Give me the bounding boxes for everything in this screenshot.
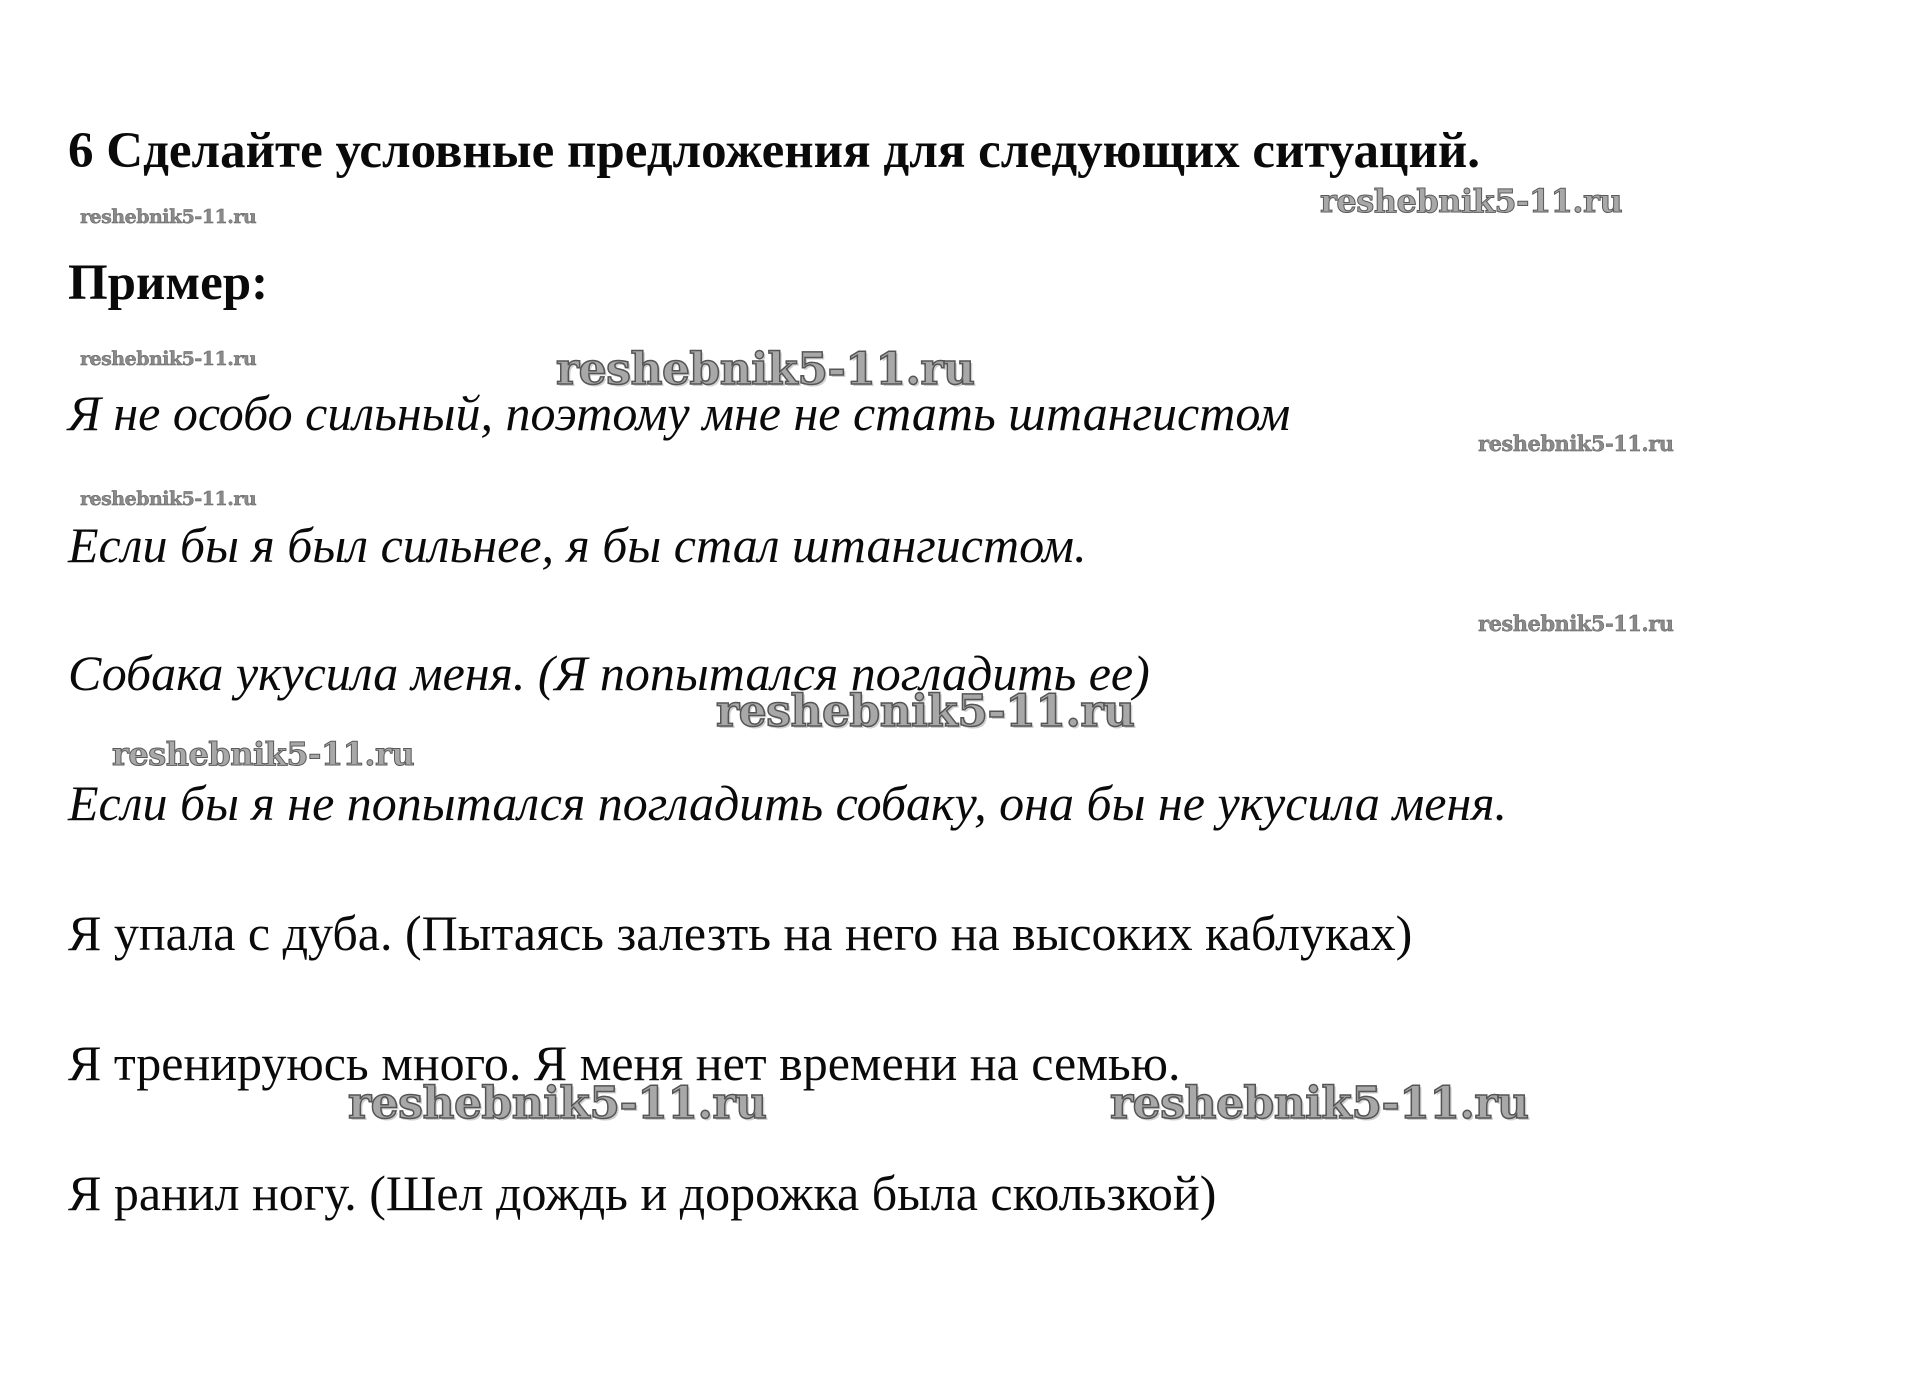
task-1-sentence: Собака укусила меня. (Я попытался погладить ее): [68, 645, 1150, 701]
watermark: reshebnik5-11.ru: [1478, 431, 1674, 456]
task-2-sentence: Я упала с дуба. (Пытаясь залезть на него на высоких каблуках): [68, 905, 1413, 961]
watermark: reshebnik5-11.ru: [80, 488, 257, 510]
example-answer: Если бы я был сильнее, я бы стал штангистом.: [68, 517, 1087, 573]
watermark: reshebnik5-11.ru: [80, 206, 257, 228]
task-3-sentence: Я тренируюсь много. Я меня нет времени на семью.: [68, 1035, 1181, 1091]
watermark: reshebnik5-11.ru: [112, 735, 415, 773]
watermark: reshebnik5-11.ru: [1110, 1078, 1529, 1129]
watermark: reshebnik5-11.ru: [80, 348, 257, 370]
watermark: reshebnik5-11.ru: [1478, 611, 1674, 636]
exercise-heading: 6 Сделайте условные предложения для следующих ситуаций.: [68, 123, 1480, 179]
example-sentence: Я не особо сильный, поэтому мне не стать штангистом: [68, 385, 1291, 441]
task-1-answer: Если бы я не попытался погладить собаку, она бы не укусила меня.: [68, 775, 1507, 831]
watermark: reshebnik5-11.ru: [556, 344, 975, 395]
watermark: reshebnik5-11.ru: [348, 1078, 767, 1129]
task-4-sentence: Я ранил ногу. (Шел дождь и дорожка была скользкой): [68, 1165, 1217, 1221]
example-label: Пример:: [68, 255, 269, 311]
watermark: reshebnik5-11.ru: [1320, 182, 1623, 220]
watermark: reshebnik5-11.ru: [716, 686, 1135, 737]
